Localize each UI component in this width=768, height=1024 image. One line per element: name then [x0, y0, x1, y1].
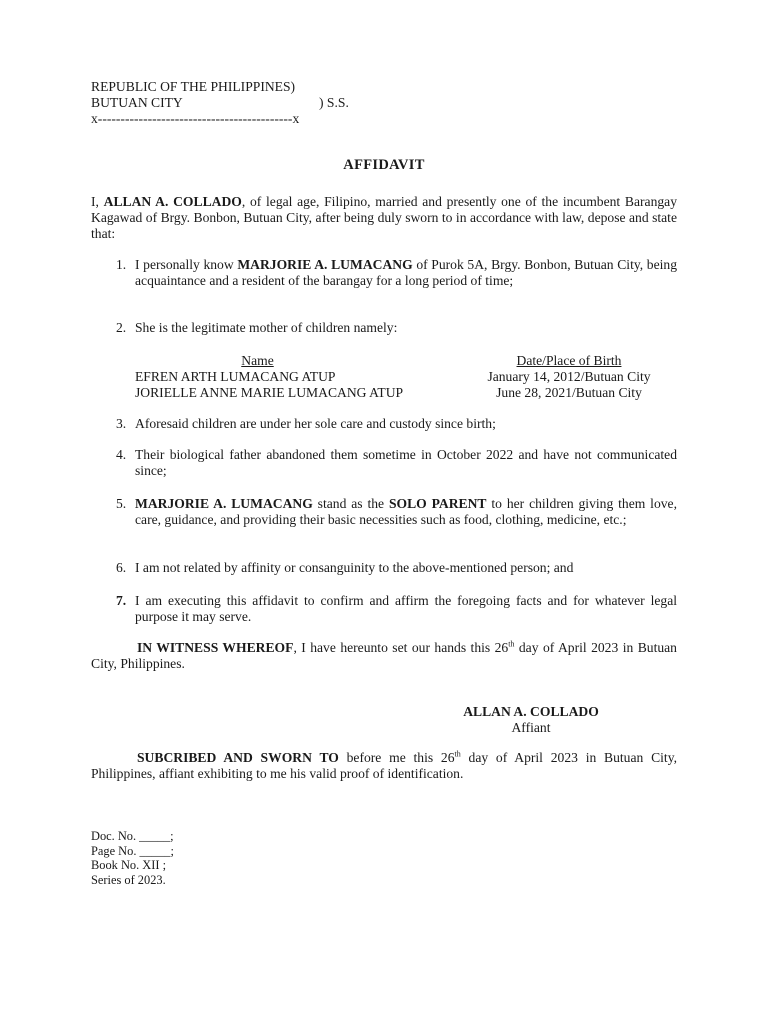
column-name-header: Name	[241, 353, 274, 368]
child-birth: June 28, 2021/Butuan City	[496, 385, 642, 400]
caption-city-line	[91, 95, 349, 111]
statement-number: 7.	[116, 593, 127, 608]
notarial-register	[91, 829, 174, 887]
bold-term: SOLO PARENT	[388, 496, 487, 511]
caption-header	[91, 79, 349, 127]
children-header-row	[135, 353, 680, 369]
table-row	[135, 385, 680, 401]
signatory-role: Affiant	[511, 720, 551, 735]
statement-text: She is the legitimate mother of children namely:	[135, 320, 398, 335]
bold-name: MARJORIE A. LUMACANG	[237, 257, 413, 272]
jurat-heading: SUBCRIBED AND SWORN TO	[137, 750, 339, 765]
caption-republic: REPUBLIC OF THE PHILIPPINES)	[91, 79, 296, 94]
page-number: Page No. _____;	[91, 843, 174, 858]
text-run: I personally know	[135, 257, 238, 272]
statement-text	[135, 496, 677, 528]
statement-number: 1.	[116, 257, 127, 272]
text-run: , I have hereunto set our hands this 26	[293, 640, 509, 655]
column-date-header: Date/Place of Birth	[516, 353, 622, 368]
caption-divider: x-------------------------------------------x	[91, 111, 300, 126]
statement-number: 4.	[116, 447, 127, 462]
book-number: Book No. XII ;	[91, 858, 167, 872]
table-row	[135, 369, 680, 385]
statement-text	[135, 257, 677, 289]
statement-number: 3.	[116, 416, 127, 431]
series-year: Series of 2023.	[91, 872, 166, 887]
intro-paragraph	[91, 194, 677, 242]
ordinal-suffix: th	[454, 749, 461, 759]
text-run: to her children giving them love, care, guidance, and providing their basic necessities such as food, clothing, medicine, etc.;	[135, 496, 677, 527]
child-name: EFREN ARTH LUMACANG ATUP	[135, 369, 336, 384]
ordinal-suffix: th	[508, 639, 515, 649]
signatory-name: ALLAN A. COLLADO	[463, 704, 599, 719]
text-run: of Purok 5A, Brgy. Bonbon, Butuan City, being acquaintance and a resident of the barangay for a long period of time;	[135, 257, 678, 288]
witness-paragraph	[91, 640, 677, 672]
children-table	[135, 353, 680, 401]
witness-heading: IN WITNESS WHEREOF	[137, 640, 294, 655]
text-run: before me this 26	[338, 750, 455, 765]
statement-number: 6.	[116, 560, 127, 575]
intro-pre: I,	[91, 194, 104, 209]
statement-text: Aforesaid children are under her sole care and custody since birth;	[135, 416, 496, 431]
affiant-name: ALLAN A. COLLADO	[103, 194, 242, 209]
child-birth: January 14, 2012/Butuan City	[487, 369, 651, 384]
document-title: AFFIDAVIT	[343, 157, 425, 173]
jurat-paragraph	[91, 750, 677, 782]
statement-text: I am executing this affidavit to confirm and affirm the foregoing facts and for whatever legal purpose it may serve.	[135, 593, 677, 624]
text-run: day of April 2023 in Butuan City, Philippines, affiant exhibiting to me his valid proof of identification.	[91, 750, 678, 781]
caption-city: BUTUAN CITY	[91, 95, 183, 110]
signature-block	[420, 704, 642, 736]
caption-ss: ) S.S.	[319, 95, 349, 110]
text-run: stand as the	[312, 496, 389, 511]
text-run: day of April 2023 in Butuan City, Philippines.	[91, 640, 677, 671]
child-name: JORIELLE ANNE MARIE LUMACANG ATUP	[135, 385, 404, 400]
statement-text: Their biological father abandoned them sometime in October 2022 and have not communicated since;	[135, 447, 677, 478]
statement-number: 2.	[116, 320, 127, 335]
bold-name: MARJORIE A. LUMACANG	[135, 496, 313, 511]
statement-number: 5.	[116, 496, 127, 511]
statement-text: I am not related by affinity or consanguinity to the above-mentioned person; and	[135, 560, 574, 575]
doc-number: Doc. No. _____;	[91, 829, 174, 843]
intro-post: , of legal age, Filipino, married and presently one of the incumbent Barangay Kagawad of Brgy. Bonbon, Butuan City, after being duly sworn to in accordance with law, depose and state that:	[91, 194, 677, 241]
